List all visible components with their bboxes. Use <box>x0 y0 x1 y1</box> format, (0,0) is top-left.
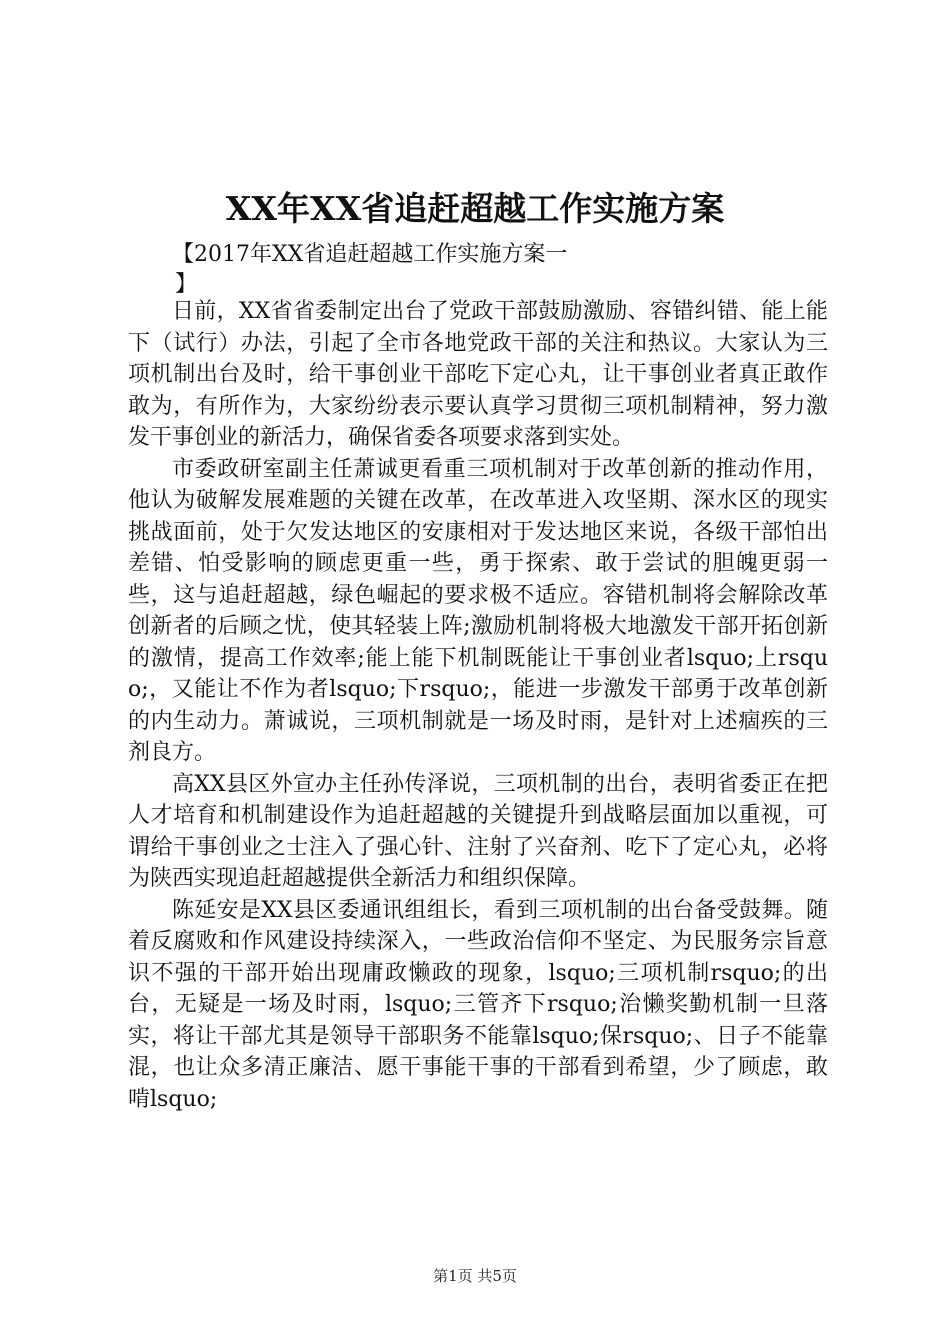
paragraph-4: 陈延安是XX县区委通讯组组长，看到三项机制的出台备受鼓舞。随着反腐败和作风建设持续深入，一些政治信仰不坚定、为民服务宗旨意识不强的干部开始出现庸政懒政的现象，lsquo;三项机制rsquo;的出台，无疑是一场及时雨，lsquo;三管齐下rsquo;治懒奖勤机制一旦落实，将让干部尤其是领导干部职务不能靠lsquo;保rsquo;、日子不能靠混，也让众多清正廉洁、愿干事能干事的干部看到希望，少了顾虑，敢啃lsquo; <box>128 897 828 1112</box>
document-body <box>128 296 828 1115</box>
subtitle-line-2: 】 <box>175 272 198 297</box>
subtitle-line-1: 【2017年XX省追赶超越工作实施方案一 <box>172 242 568 267</box>
document-subtitle <box>172 240 652 300</box>
page-footer: 第1页 共5页 <box>433 1267 517 1285</box>
paragraph-3: 高XX县区外宣办主任孙传泽说，三项机制的出台，表明省委正在把人才培育和机制建设作为追赶超越的关键提升到战略层面加以重视，可谓给干事创业之士注入了强心针、注射了兴奋剂、吃下了定心丸，必将为陕西实现追赶超越提供全新活力和组织保障。 <box>128 771 828 891</box>
paragraph-2: 市委政研室副主任萧诚更看重三项机制对于改革创新的推动作用，他认为破解发展难题的关键在改革，在改革进入攻坚期、深水区的现实挑战面前，处于欠发达地区的安康相对于发达地区来说，各级干部怕出差错、怕受影响的顾虑更重一些，勇于探索、敢于尝试的胆魄更弱一些，这与追赶超越，绿色崛起的要求极不适应。容错机制将会解除改革创新者的后顾之忧，使其轻装上阵;激励机制将极大地激发干部开拓创新的激情，提高工作效率;能上能下机制既能让干事创业者lsquo;上rsquo;，又能让不作为者lsquo;下rsquo;，能进一步激发干部勇于改革创新的内生动力。萧诚说，三项机制就是一场及时雨，是针对上述痼疾的三剂良方。 <box>128 456 828 765</box>
document-title: XX年XX省追赶超越工作实施方案 <box>225 189 725 228</box>
paragraph-1: 日前，XX省省委制定出台了党政干部鼓励激励、容错纠错、能上能下（试行）办法，引起了全市各地党政干部的关注和热议。大家认为三项机制出台及时，给干事创业干部吃下定心丸，让干事创业者真正敢作敢为，有所作为，大家纷纷表示要认真学习贯彻三项机制精神，努力激发干事创业的新活力，确保省委各项要求落到实处。 <box>128 299 828 450</box>
